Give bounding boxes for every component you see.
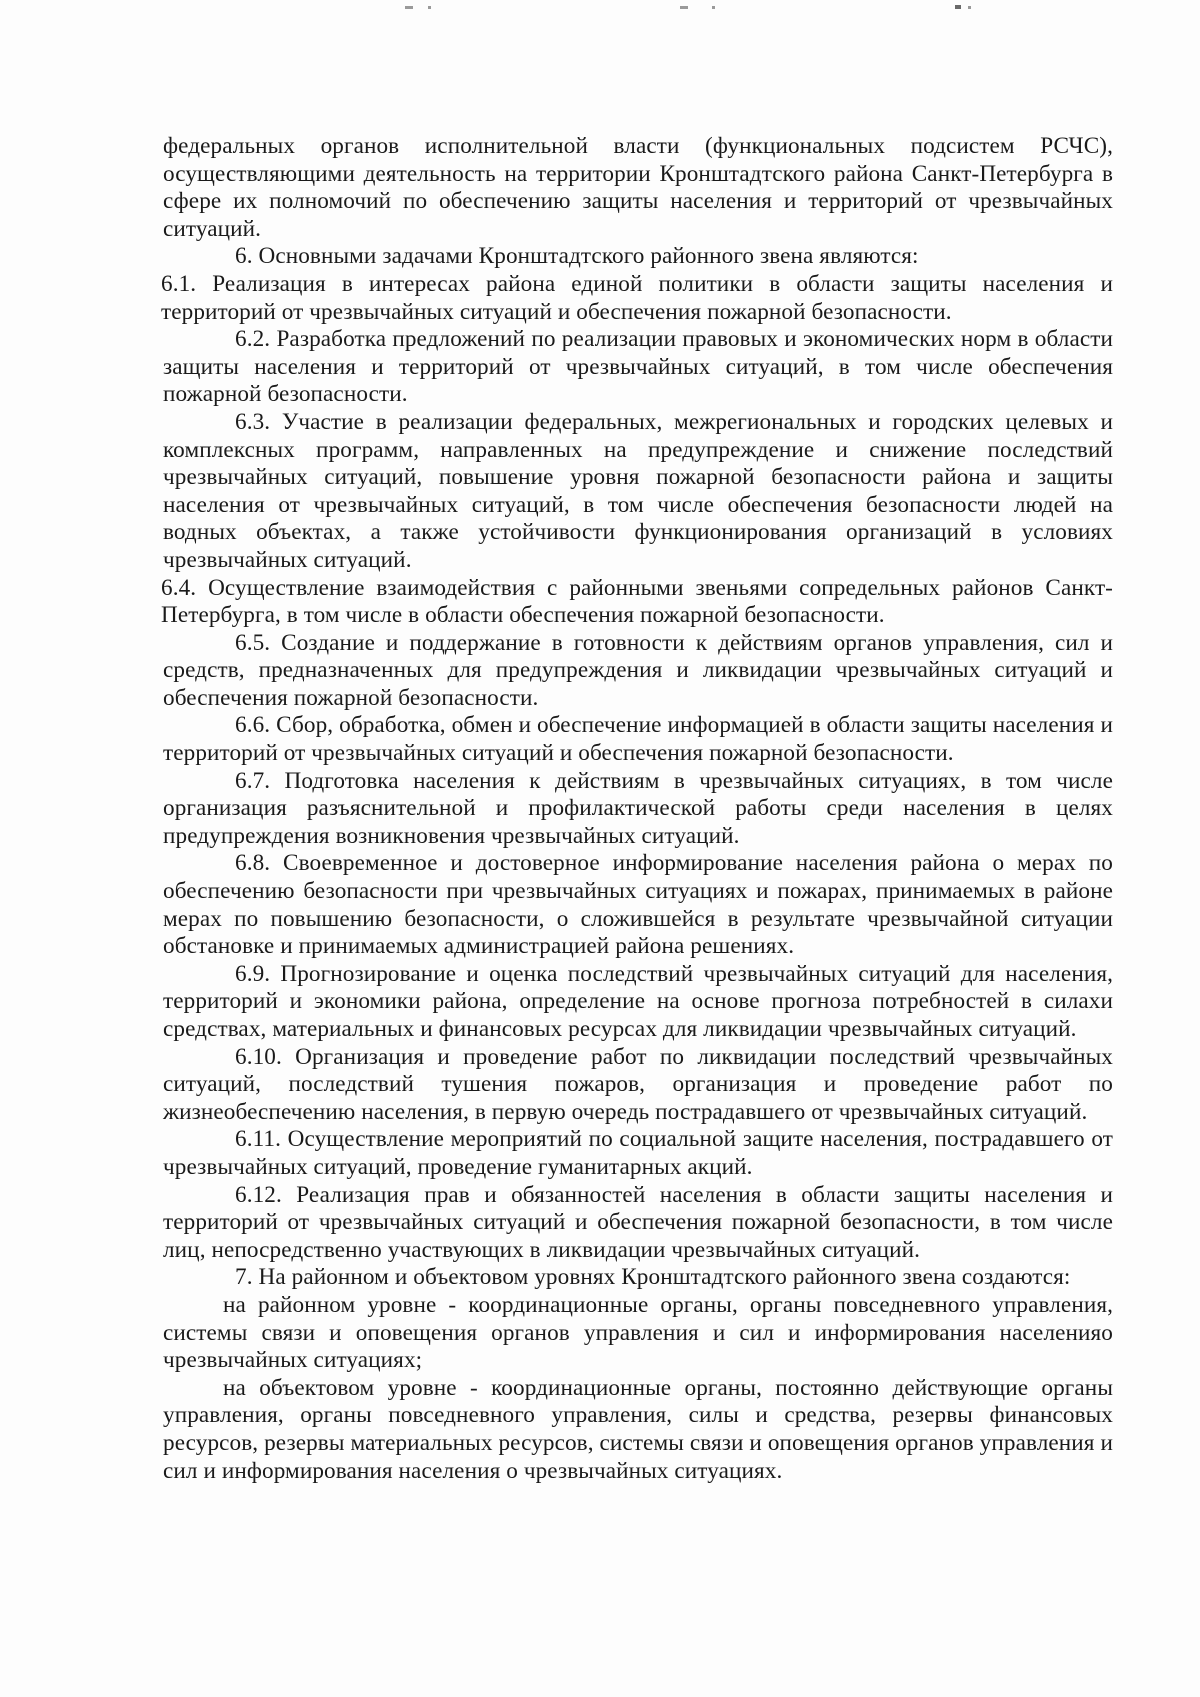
paragraph-6-4: 6.4. Осуществление взаимодействия с районными звеньями сопредельных районов Санкт-Петербурга, в том числе в области обеспечения пожарной безопасности. [161,574,1113,629]
scan-artifact-mark [955,5,961,9]
paragraph-6-9: 6.9. Прогнозирование и оценка последствий чрезвычайных ситуаций для населения, территорий и экономики района, определение на основе прогноза потребностей в силахи средствах, материальных и финансовых ресурсах для ликвидации чрезвычайных ситуаций. [163,960,1113,1042]
scan-artifact-mark [405,6,413,9]
paragraph-6-1: 6.1. Реализация в интересах района единой политики в области защиты населения и территорий от чрезвычайных ситуаций и обеспечения пожарной безопасности. [161,270,1113,325]
document-body [163,133,1113,1485]
paragraph-6-6: 6.6. Сбор, обработка, обмен и обеспечение информацией в области защиты населения и территорий от чрезвычайных ситуаций и обеспечения пожарной безопасности. [163,712,1113,767]
scan-artifact-mark [680,6,688,9]
paragraph-object-level: на объектовом уровне - координационные органы, постоянно действующие органы управления, органы повседневного управления, силы и средства, резервы финансовых ресурсов, резервы материальных ресурсов, системы связи и оповещения органов управления и сил и информирования населения о чрезвычайных ситуациях. [163,1374,1113,1484]
paragraph-6-5: 6.5. Создание и поддержание в готовности к действиям органов управления, сил и средств, предназначенных для предупреждения и ликвидации чрезвычайных ситуаций и обеспечения пожарной безопасности. [163,629,1113,711]
paragraph-district-level: на районном уровне - координационные органы, органы повседневного управления, системы связи и оповещения органов управления и сил и информирования населенияо чрезвычайных ситуациях; [163,1291,1113,1374]
paragraph-6-8: 6.8. Своевременное и достоверное информирование населения района о мерах по обеспечению безопасности при чрезвычайных ситуациях и пожарах, принимаемых в районе мерах по повышению безопасности, о сложившейся в результате чрезвычайной ситуации обстановке и принимаемых администрацией района решениях. [163,850,1113,960]
paragraph-6-2: 6.2. Разработка предложений по реализации правовых и экономических норм в области защиты населения и территорий от чрезвычайных ситуаций, в том числе обеспечения пожарной безопасности. [163,326,1113,408]
scan-artifact-mark [968,6,971,9]
paragraph-section-6-heading: 6. Основными задачами Кронштадтского районного звена являются: [235,243,919,270]
scan-artifact-mark [428,6,431,9]
paragraph-continuation: федеральных органов исполнительной власти (функциональных подсистем РСЧС), осуществляющими деятельность на территории Кронштадтского района Санкт-Петербурга в сфере их полномочий по обеспечению защиты населения и территорий от чрезвычайных ситуаций. [163,133,1113,242]
scan-artifact-mark [712,6,715,9]
paragraph-6-10: 6.10. Организация и проведение работ по ликвидации последствий чрезвычайных ситуаций, последствий тушения пожаров, организация и проведение работ по жизнеобеспечению населения, в первую очередь пострадавшего от чрезвычайных ситуаций. [163,1043,1113,1125]
paragraph-6-3: 6.3. Участие в реализации федеральных, межрегиональных и городских целевых и комплексных программ, направленных на предупреждение и снижение последствий чрезвычайных ситуаций, повышение уровня пожарной безопасности района и защиты населения от чрезвычайных ситуаций, в том числе обеспечения безопасности людей на водных объектах, а также устойчивости функционирования организаций в условиях чрезвычайных ситуаций. [163,408,1113,573]
paragraph-6-12: 6.12. Реализация прав и обязанностей населения в области защиты населения и территорий от чрезвычайных ситуаций и обеспечения пожарной безопасности, в том числе лиц, непосредственно участвующих в ликвидации чрезвычайных ситуаций. [163,1181,1113,1263]
paragraph-6-11: 6.11. Осуществление мероприятий по социальной защите населения, пострадавшего от чрезвычайных ситуаций, проведение гуманитарных акций. [163,1126,1113,1180]
paragraph-section-7: 7. На районном и объектовом уровнях Кронштадтского районного звена создаются: [235,1264,1071,1291]
paragraph-6-7: 6.7. Подготовка населения к действиям в чрезвычайных ситуациях, в том числе организация разъяснительной и профилактической работы среди населения в целях предупреждения возникновения чрезвычайных ситуаций. [163,767,1113,849]
